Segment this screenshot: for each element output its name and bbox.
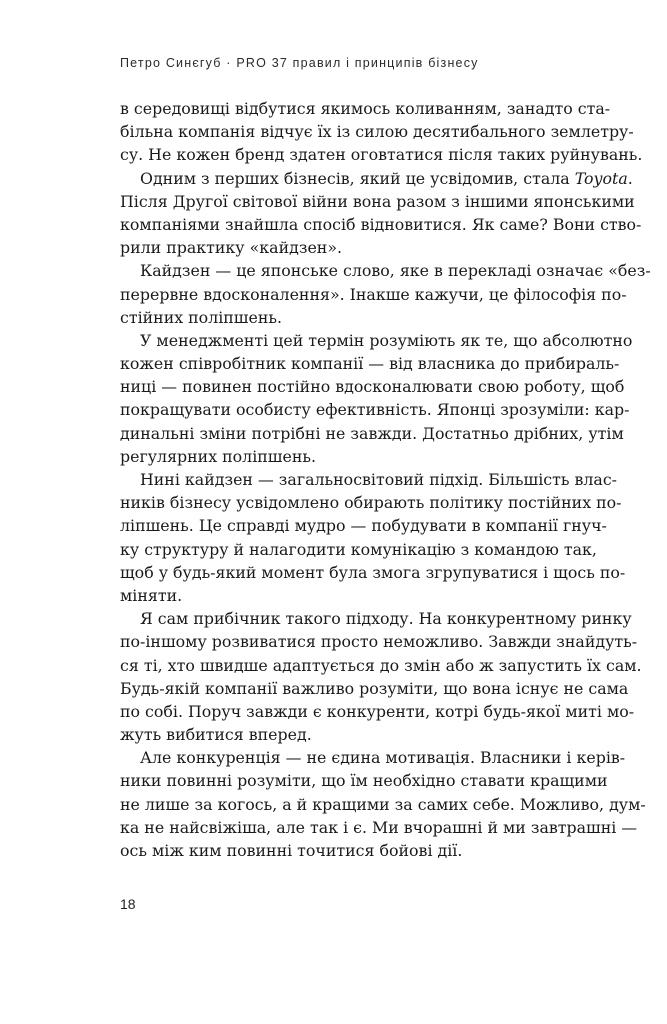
text-line: Але конкуренція — не єдина мотивація. Власники і керів- xyxy=(140,748,626,768)
text-line: кожен співробітник компанії — від власника до прибираль- xyxy=(120,354,620,374)
text-line: в середовищі відбутися якимось коливанням, занадто ста- xyxy=(120,99,611,118)
paragraph xyxy=(120,607,642,746)
text-line: Після Другої світової війни вона разом з іншими японськими xyxy=(120,191,635,211)
text-line: Нині кайдзен — загальносвітовий підхід. Більшість влас- xyxy=(140,470,618,489)
text-line: Одним з перших бізнесів, який це усвідомив, стала Toyota. xyxy=(140,168,633,188)
text-line: динальні зміни потрібні не завжди. Достатньо дрібних, утім xyxy=(120,423,624,443)
text-line: міняти. xyxy=(120,585,183,605)
text-line: ліпшень. Це справді мудро — побудувати в компанії гнуч- xyxy=(120,516,607,536)
text-line: щоб у будь-який момент була змога згрупуватися і щось по- xyxy=(120,562,626,582)
text-line: Я сам прибічник такого підходу. На конкурентному ринку xyxy=(140,609,632,629)
text-line: жуть вибитися вперед. xyxy=(120,725,312,745)
paragraph xyxy=(120,167,642,260)
text-line: не лише за когось, а й кращими за самих себе. Можливо, дум- xyxy=(120,794,646,814)
text-line: ся ті, хто швидше адаптується до змін або ж запустить їх сам. xyxy=(120,655,642,675)
text-line: Будь-якій компанії важливо розуміти, що вона існує не сама xyxy=(120,678,629,698)
paragraph xyxy=(120,746,646,862)
paragraph xyxy=(120,468,626,607)
italic-brand: Toyota xyxy=(574,168,628,188)
text-line: покращувати особисту ефективність. Японці зрозуміли: кар- xyxy=(120,400,630,420)
text-line: ку структуру й налагодити комунікацію з командою так, xyxy=(120,539,597,559)
page-number: 18 xyxy=(120,896,136,912)
text-line: ників бізнесу усвідомлено обирають політику постійних по- xyxy=(120,493,622,513)
paragraph xyxy=(120,329,633,468)
text-line: стійних поліпшень. xyxy=(120,307,282,327)
text-line: по собі. Поруч завжди є конкуренти, котрі будь-якої миті мо- xyxy=(120,701,635,721)
body-text xyxy=(120,97,651,862)
text-line: У менеджменті цей термін розуміють як те, що абсолютно xyxy=(140,330,633,350)
text-line: ники повинні розуміти, що їм необхідно ставати кращими xyxy=(120,771,608,791)
text-line: компаніями знайшла спосіб відновитися. Як саме? Вони ство- xyxy=(120,214,642,234)
text-line: регулярних поліпшень. xyxy=(120,446,316,466)
paragraph xyxy=(120,97,643,167)
text-line: перервне вдосконалення». Інакше кажучи, це філософія по- xyxy=(120,284,627,304)
running-header: Петро Синєгуб · PRO 37 правил і принципів бізнесу xyxy=(120,56,479,70)
text-line: більна компанія відчує їх із силою десятибального землетру- xyxy=(120,122,634,142)
paragraph xyxy=(120,259,651,329)
text-line: рили практику «кайдзен». xyxy=(120,238,343,258)
text-line: ка не найсвіжіша, але так і є. Ми вчорашні й ми завтрашні — xyxy=(120,817,638,837)
text-line: ниці — повинен постійно вдосконалювати свою роботу, щоб xyxy=(120,377,625,397)
text-line: Кайдзен — це японське слово, яке в перекладі означає «без- xyxy=(140,261,651,281)
text-line: су. Не кожен бренд здатен оговтатися після таких руйнувань. xyxy=(120,145,643,165)
text-line: по-іншому розвиватися просто неможливо. Завжди знайдуть- xyxy=(120,632,638,652)
text-line: ось між ким повинні точитися бойові дії. xyxy=(120,841,463,860)
